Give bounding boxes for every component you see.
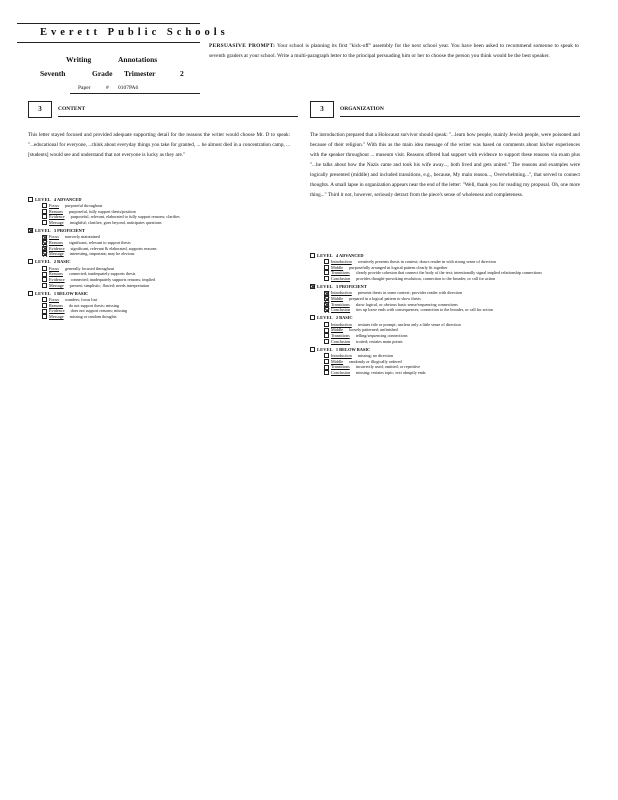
content-label: CONTENT <box>58 106 86 112</box>
paper-hash: # <box>106 85 109 91</box>
organization-paragraph: The introduction prepared that a Holocaust survivor should speak: "...learn how people, mainly Jewish people, were poisoned and because of their religion." With this as the main idea message of the writer was based on comments about his/her experiences with the speaker throughout ... museum visit. Reasons offered had support with evidence to support these reasons via exam plus "...he talks about how the Nazis came and took his wife away..., both lived and gets united." The reasons and examples were logically presented (middle) and included transitions, e.g., because, My main reason..., Overwhelming...", that served to connect thoughts. A small lapse in organization appears near the end of the letter: "Well, thank you for reading my proposal. Oh, one more thing..." Third it not, however, seriously detract from the piece's sense of wholeness and completeness. <box>310 132 580 198</box>
organization-criterion-label: Middle <box>331 264 344 270</box>
organization-criterion-text: missing; no direction <box>357 353 394 359</box>
header-rule-mid <box>17 42 200 43</box>
content-criterion-label: Focus <box>49 297 60 303</box>
content-criterion-checkbox[interactable] <box>42 277 47 282</box>
organization-criterion-checkbox[interactable] <box>324 276 329 281</box>
prompt-label: PERSUASIVE PROMPT: <box>209 43 276 49</box>
organization-criterion-text: restates title or prompt; unclear only a little sense of direction <box>357 321 461 327</box>
organization-criterion-checkbox[interactable] <box>324 333 329 338</box>
content-criterion-text: do not support thesis; missing <box>68 302 119 308</box>
content-criterion-label: Message <box>49 219 64 225</box>
content-criterion-checkbox[interactable] <box>42 220 47 225</box>
organization-level-row <box>310 345 580 353</box>
content-level-name: 2 BASIC <box>53 259 71 265</box>
content-criterion-label: Message <box>49 251 64 257</box>
organization-rubric <box>310 250 580 376</box>
organization-criterion-checkbox[interactable] <box>324 270 329 275</box>
organization-criterion-checkbox[interactable] <box>324 291 329 296</box>
content-criterion-checkbox[interactable] <box>42 266 47 271</box>
header-rule-top <box>17 23 200 24</box>
organization-criterion-text: trotted; restates main points <box>356 338 403 344</box>
organization-criterion-text: missing; restates topic; text abruptly ends <box>356 369 426 375</box>
content-rule <box>58 116 298 117</box>
organization-criterion-text: telling/sequencing connections <box>355 332 408 338</box>
organization-criterion-checkbox[interactable] <box>324 353 329 358</box>
content-level-row <box>28 258 288 266</box>
organization-criterion-checkbox[interactable] <box>324 359 329 364</box>
content-level-row <box>28 289 288 297</box>
content-level-name: 4 ADVANCED <box>53 196 82 202</box>
organization-criterion-label: Introduction <box>331 321 352 327</box>
content-criterion-row <box>42 220 288 226</box>
organization-criterion-text: creatively presents thesis in context; draws reader in with strong sense of direction <box>357 259 496 264</box>
content-level-checkbox[interactable] <box>28 228 33 233</box>
paper-id: 0107PA6 <box>118 85 139 91</box>
content-level-name: 1 BELOW BASIC <box>53 290 89 296</box>
content-criterion-checkbox[interactable] <box>42 214 47 219</box>
organization-level-checkbox[interactable] <box>310 315 315 320</box>
content-level-marker: LEVEL <box>35 196 51 202</box>
content-criterion-label: Reasons <box>49 239 63 245</box>
organization-criterion-text: ties up loose ends with consequences; connection to the broader, or call for action <box>356 307 493 313</box>
school-title: Everett Public Schools <box>40 27 229 38</box>
organization-criterion-label: Conclusion <box>331 369 351 375</box>
content-criterion-text: purposeful, relevant, elaborated to fully support reasons; clarifies <box>70 214 180 220</box>
content-criterion-label: Evidence <box>49 245 65 251</box>
content-criterion-checkbox[interactable] <box>42 235 47 240</box>
content-level-checkbox[interactable] <box>28 291 33 296</box>
content-criterion-text: generally focused throughout <box>65 265 115 271</box>
paper-label: Paper <box>78 85 91 91</box>
organization-criterion-checkbox[interactable] <box>324 339 329 344</box>
content-criterion-row <box>42 283 288 289</box>
header-grade: Grade <box>92 69 113 78</box>
organization-criterion-checkbox[interactable] <box>324 365 329 370</box>
organization-criterion-row <box>324 339 580 345</box>
content-criterion-row <box>42 314 288 320</box>
organization-criterion-label: Transitions <box>331 301 350 307</box>
organization-level-row <box>310 314 580 322</box>
organization-criterion-row <box>324 276 580 282</box>
content-criterion-label: Evidence <box>49 214 65 220</box>
organization-criterion-checkbox[interactable] <box>324 265 329 270</box>
content-criterion-checkbox[interactable] <box>42 303 47 308</box>
organization-criterion-text: incorrectly used; omitted; or repetitive <box>355 364 421 370</box>
content-criterion-label: Reasons <box>49 271 63 277</box>
organization-label: ORGANIZATION <box>340 106 384 112</box>
content-criterion-text: insightful; clarifies; goes beyond, anticipates questions <box>69 219 162 225</box>
organization-level-marker: LEVEL <box>317 315 333 321</box>
content-level-marker: LEVEL <box>35 259 51 265</box>
content-criterion-checkbox[interactable] <box>42 314 47 319</box>
content-criterion-text: wanders; focus lost <box>65 297 98 303</box>
header-annotations: Annotations <box>118 55 158 64</box>
content-level-marker: LEVEL <box>35 290 51 296</box>
content-rubric <box>28 194 288 320</box>
organization-criterion-row <box>324 370 580 376</box>
organization-criterion-label: Introduction <box>331 353 352 359</box>
organization-level-name: 3 PROFICIENT <box>335 283 367 289</box>
organization-level-marker: LEVEL <box>317 283 333 289</box>
header-trimester-number: 2 <box>180 69 184 78</box>
content-criterion-label: Message <box>49 282 64 288</box>
organization-criterion-checkbox[interactable] <box>324 328 329 333</box>
organization-criterion-label: Introduction <box>331 290 352 296</box>
content-criterion-text: connected; inadequately supports reasons; implied <box>70 276 156 282</box>
content-criterion-text: narrowly maintained <box>65 234 100 240</box>
header-rule-bottom <box>70 93 200 94</box>
organization-criterion-label: Middle <box>331 358 344 364</box>
content-level-row <box>28 226 288 234</box>
organization-criterion-checkbox[interactable] <box>324 259 329 264</box>
organization-criterion-row <box>324 307 580 313</box>
organization-level-marker: LEVEL <box>317 346 333 352</box>
content-criterion-row <box>42 251 288 257</box>
content-criterion-text: purposeful, fully support thesis/position <box>68 208 136 214</box>
content-criterion-text: significant, relevant to support thesis <box>68 239 131 245</box>
organization-criterion-text: presents thesis in some context; provides reader with direction <box>357 290 463 296</box>
content-criterion-text: interesting, important; may be obvious <box>69 251 135 257</box>
content-criterion-text: significant, relevant & elaborated, supports reasons <box>70 245 157 251</box>
content-level-row <box>28 195 288 203</box>
content-criterion-checkbox[interactable] <box>42 283 47 288</box>
organization-criterion-text: purposefully arranged in logical pattern clearly fit together <box>349 264 448 270</box>
organization-criterion-text: loosely patterned; unfinished <box>349 327 398 333</box>
organization-level-checkbox[interactable] <box>310 253 315 258</box>
content-criterion-text: purposeful throughout <box>65 203 103 208</box>
organization-level-name: 2 BASIC <box>335 315 353 321</box>
content-criterion-label: Focus <box>49 203 60 208</box>
organization-level-checkbox[interactable] <box>310 347 315 352</box>
organization-criterion-text: provides thought-provoking resolution, connection to the broader, or call for action <box>356 275 496 281</box>
organization-level-marker: LEVEL <box>317 252 333 258</box>
prompt-block <box>209 41 579 61</box>
content-criterion-text: connected; inadequately supports thesis <box>68 271 136 277</box>
organization-level-name: 1 BELOW BASIC <box>335 346 371 352</box>
header-trimester: Trimester <box>124 69 156 78</box>
content-level-checkbox[interactable] <box>28 259 33 264</box>
organization-level-checkbox[interactable] <box>310 284 315 289</box>
organization-criterion-label: Transitions <box>331 364 350 370</box>
organization-criterion-text: show logical, or obvious basic sense/sequencing connections <box>355 301 458 307</box>
content-score-box: 3 <box>28 101 52 118</box>
organization-score-box: 3 <box>310 101 334 118</box>
content-level-name: 3 PROFICIENT <box>53 227 85 233</box>
organization-criterion-label: Transitions <box>331 332 350 338</box>
content-criterion-label: Evidence <box>49 308 65 314</box>
content-criterion-label: Evidence <box>49 276 65 282</box>
content-paragraph: This letter stayed focused and provided adequate supporting detail for the reasons the writer would choose Mr. D to speak: "...educational for everyone, ...think about everyday things you take for granted, ... he almost died in a concentration camp, ...[students] would see and understand that not everyone is lucky as they are." <box>28 132 290 158</box>
content-criterion-checkbox[interactable] <box>42 251 47 256</box>
header-writing: Writing <box>66 55 92 64</box>
organization-criterion-label: Conclusion <box>331 307 351 313</box>
organization-criterion-checkbox[interactable] <box>324 296 329 301</box>
content-criterion-checkbox[interactable] <box>42 246 47 251</box>
content-criterion-label: Focus <box>49 265 60 271</box>
organization-criterion-checkbox[interactable] <box>324 370 329 375</box>
organization-level-row <box>310 251 580 259</box>
prompt-text: Your school is planning its first "kick-off" assembly for the next school year. You have been asked to recommend someone to speak to seventh graders at your school. Write a multi-paragraph letter to the principal persuading him or her to choose the person you think would be the best speaker. <box>209 43 580 60</box>
content-criterion-text: present; simplistic; flawed; needs interpretation <box>69 282 150 288</box>
organization-criterion-label: Conclusion <box>331 338 351 344</box>
organization-criterion-text: prepared in a logical pattern to show thesis <box>349 295 421 301</box>
content-criterion-label: Focus <box>49 234 60 240</box>
organization-criterion-text: clearly provide cohesion that connect the body of the text; intentionally signal implied relationship connections <box>355 270 542 276</box>
organization-criterion-label: Conclusion <box>331 275 351 281</box>
content-criterion-checkbox[interactable] <box>42 240 47 245</box>
content-level-checkbox[interactable] <box>28 197 33 202</box>
content-criterion-checkbox[interactable] <box>42 297 47 302</box>
organization-criterion-text: randomly or illogically ordered <box>349 358 402 364</box>
content-criterion-checkbox[interactable] <box>42 309 47 314</box>
organization-criterion-label: Introduction <box>331 259 352 264</box>
organization-level-row <box>310 282 580 290</box>
organization-criterion-checkbox[interactable] <box>324 322 329 327</box>
content-criterion-checkbox[interactable] <box>42 203 47 208</box>
content-criterion-label: Reasons <box>49 208 63 214</box>
organization-level-name: 4 ADVANCED <box>335 252 364 258</box>
content-criterion-checkbox[interactable] <box>42 209 47 214</box>
organization-criterion-label: Middle <box>331 327 344 333</box>
content-level-marker: LEVEL <box>35 227 51 233</box>
organization-criterion-label: Middle <box>331 295 344 301</box>
content-criterion-checkbox[interactable] <box>42 272 47 277</box>
content-criterion-text: does not support reasons; missing <box>70 308 128 314</box>
content-criterion-label: Reasons <box>49 302 63 308</box>
organization-criterion-checkbox[interactable] <box>324 302 329 307</box>
organization-criterion-label: Transitions <box>331 270 350 276</box>
content-criterion-text: missing or random thoughts <box>69 313 117 319</box>
organization-criterion-checkbox[interactable] <box>324 307 329 312</box>
header-seventh: Seventh <box>40 69 66 78</box>
content-criterion-label: Message <box>49 313 64 319</box>
organization-rule <box>340 116 580 117</box>
